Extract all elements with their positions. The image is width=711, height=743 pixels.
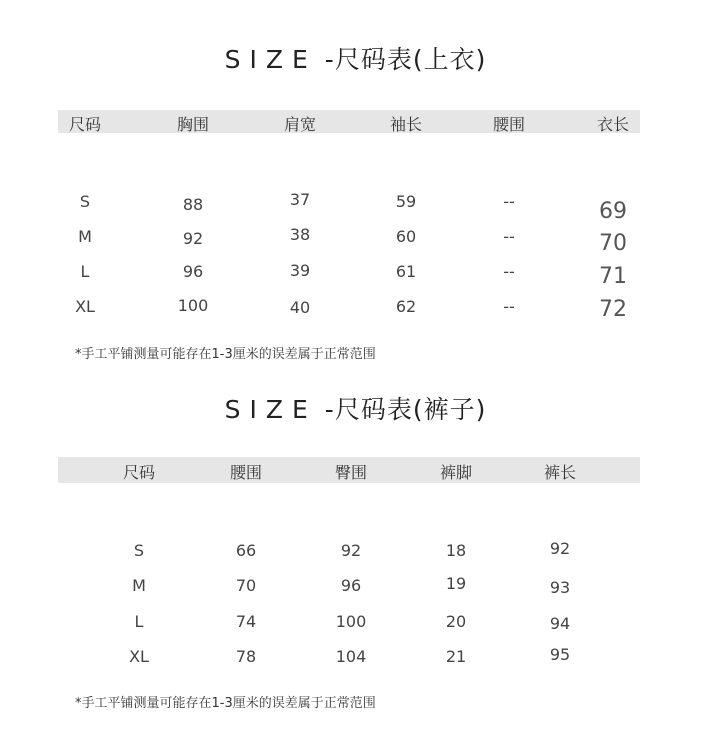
column-header: 衣长	[596, 115, 630, 134]
column-header: 袖长	[389, 115, 423, 134]
bottom-title-en: SIZE	[224, 395, 317, 424]
table-cell: 37	[289, 190, 311, 209]
table-cell: 66	[235, 541, 257, 560]
bottom-title-zh: -尺码表(裤子)	[324, 395, 487, 424]
table-cell: 71	[599, 264, 627, 289]
size-label: S	[79, 192, 91, 211]
table-cell: 38	[289, 225, 311, 244]
table-cell: 93	[549, 578, 571, 597]
column-header: 肩宽	[283, 115, 317, 134]
table-cell: --	[503, 297, 515, 316]
table-cell: 60	[395, 227, 417, 246]
table-cell: 104	[335, 647, 367, 666]
table-cell: 74	[235, 612, 257, 631]
top-title-zh: -尺码表(上衣)	[324, 45, 487, 74]
top-table-header-bar	[58, 110, 640, 133]
size-label: L	[134, 612, 144, 631]
table-cell: 100	[335, 612, 367, 631]
size-label: M	[78, 227, 92, 246]
table-cell: 88	[182, 195, 204, 214]
size-label: M	[132, 576, 146, 595]
table-cell: 92	[549, 539, 571, 558]
table-cell: 95	[549, 645, 571, 664]
column-header: 臀围	[334, 463, 368, 482]
table-cell: 61	[395, 262, 417, 281]
table-cell: 39	[289, 261, 311, 280]
table-cell: 96	[340, 576, 362, 595]
table-cell: 96	[182, 262, 204, 281]
table-cell: --	[503, 227, 515, 246]
column-header: 裤长	[543, 463, 577, 482]
table-cell: 92	[182, 229, 204, 248]
table-cell: 70	[599, 231, 627, 256]
column-header: 腰围	[492, 115, 526, 134]
top-table-title	[0, 40, 711, 76]
table-cell: 19	[445, 574, 467, 593]
size-label: S	[133, 541, 145, 560]
bottom-table-title	[0, 390, 711, 426]
table-cell: 21	[445, 647, 467, 666]
table-cell: 69	[599, 199, 627, 224]
size-label: L	[80, 262, 90, 281]
table-cell: 72	[599, 297, 627, 322]
table-cell: 18	[445, 541, 467, 560]
table-cell: 94	[549, 614, 571, 633]
table-cell: 78	[235, 647, 257, 666]
top-table-note: *手工平铺测量可能存在1-3厘米的误差属于正常范围	[75, 347, 376, 362]
column-header: 裤脚	[439, 463, 473, 482]
table-cell: 40	[289, 298, 311, 317]
table-cell: 70	[235, 576, 257, 595]
size-label: XL	[75, 297, 95, 316]
top-title-en: SIZE	[224, 45, 317, 74]
table-cell: 92	[340, 541, 362, 560]
column-header: 腰围	[229, 463, 263, 482]
bottom-table-note: *手工平铺测量可能存在1-3厘米的误差属于正常范围	[75, 696, 376, 711]
size-label: XL	[129, 647, 149, 666]
column-header: 胸围	[176, 115, 210, 134]
column-header: 尺码	[68, 115, 102, 134]
table-cell: 100	[177, 296, 209, 315]
table-cell: 20	[445, 612, 467, 631]
table-cell: --	[503, 192, 515, 211]
column-header: 尺码	[122, 463, 156, 482]
table-cell: --	[503, 262, 515, 281]
table-cell: 62	[395, 297, 417, 316]
table-cell: 59	[395, 192, 417, 211]
